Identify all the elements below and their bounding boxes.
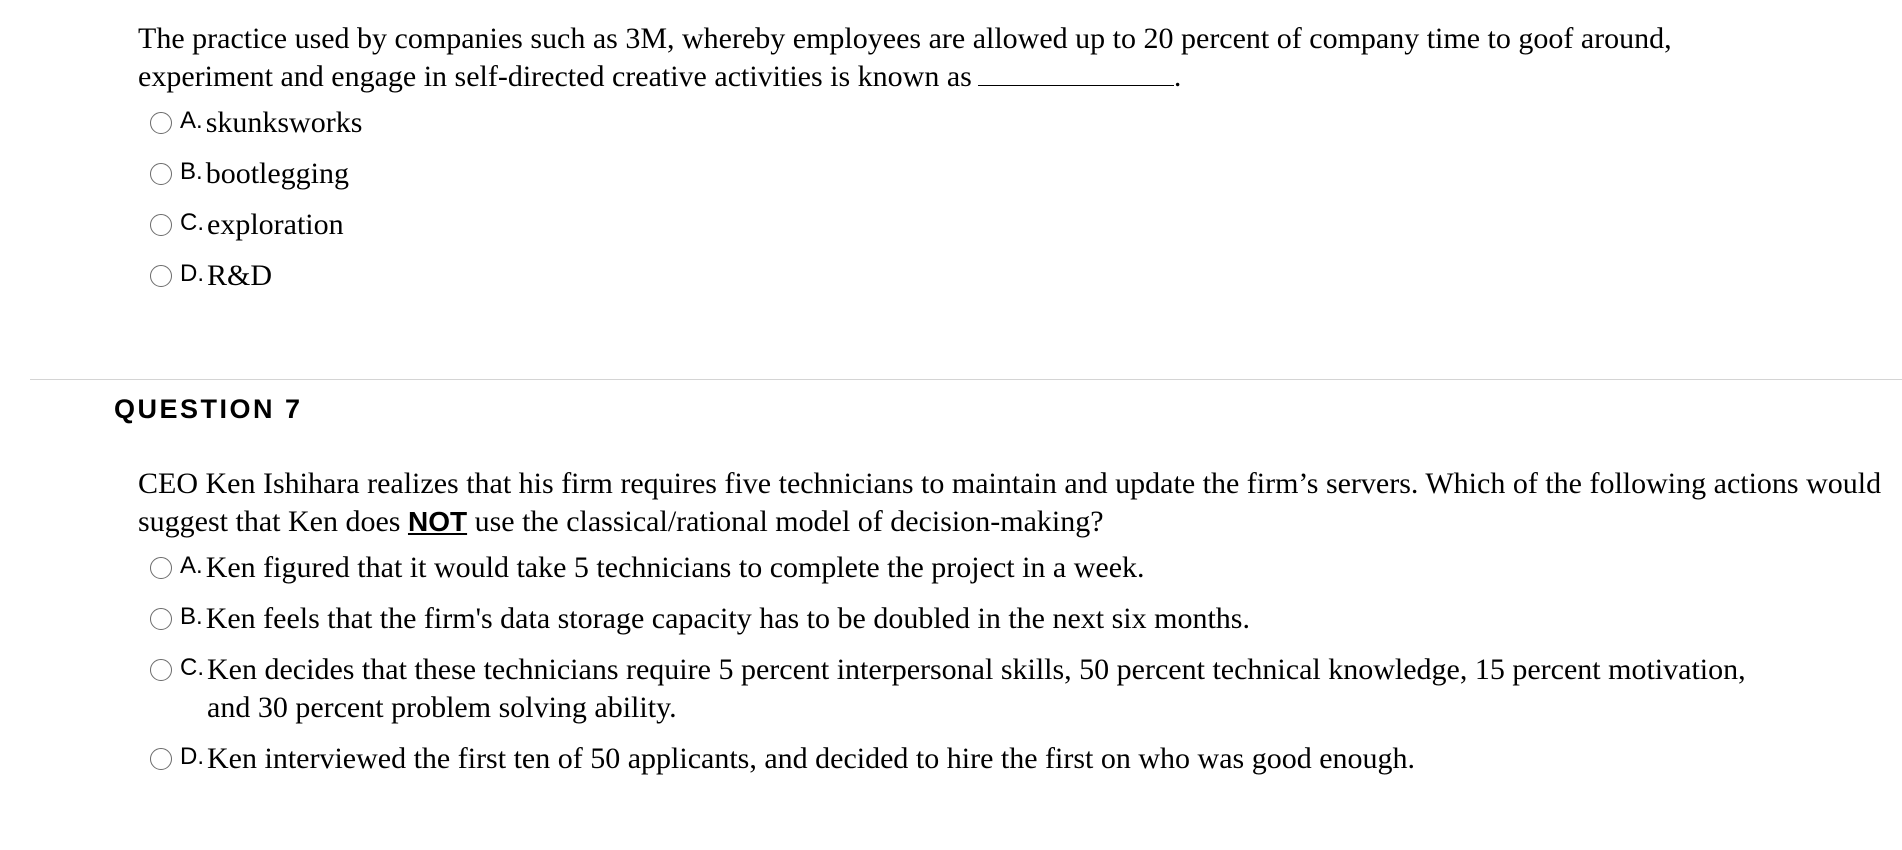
option-letter: D. [180, 260, 204, 287]
question-6-options [150, 105, 362, 309]
option-text: exploration [207, 208, 344, 241]
radio-button-icon[interactable] [150, 163, 172, 185]
option-text: skunksworks [205, 106, 363, 139]
question-7-option-b[interactable] [150, 601, 1767, 652]
question-6-text [138, 20, 1898, 96]
question-7-options [150, 550, 1767, 792]
radio-button-icon[interactable] [150, 112, 172, 134]
question-6-option-d[interactable] [150, 258, 362, 309]
option-text: Ken feels that the firm's data storage capacity has to be doubled in the next six months. [205, 602, 1250, 635]
option-letter: B. [180, 158, 203, 185]
option-letter: A. [180, 552, 203, 579]
answer-blank [978, 59, 1174, 86]
option-letter: B. [180, 603, 203, 630]
question-6-text-line1: The practice used by companies such as 3M, whereby employees are allowed up to 20 percent of company time to goof around, [138, 22, 1672, 55]
question-7-header: QUESTION 7 [114, 394, 303, 424]
question-6-option-c[interactable] [150, 207, 362, 258]
question-6-option-a[interactable] [150, 105, 362, 156]
question-6-text-end: . [1173, 60, 1182, 93]
radio-button-icon[interactable] [150, 659, 172, 681]
radio-button-icon[interactable] [150, 748, 172, 770]
emphasis-not: NOT [407, 506, 468, 537]
option-text: Ken interviewed the first ten of 50 applicants, and decided to hire the first on who was good enough. [207, 742, 1416, 775]
radio-button-icon[interactable] [150, 214, 172, 236]
option-text: Ken figured that it would take 5 technicians to complete the project in a week. [205, 551, 1145, 584]
option-letter: D. [180, 743, 204, 770]
option-text: R&D [207, 259, 273, 292]
radio-button-icon[interactable] [150, 608, 172, 630]
question-7-option-c[interactable] [150, 652, 1767, 741]
question-7-text-part2: use the classical/rational model of decision-making? [467, 505, 1104, 538]
question-6-text-line2: experiment and engage in self-directed creative activities is known as [138, 60, 972, 93]
question-7-option-a[interactable] [150, 550, 1767, 601]
option-text: Ken decides that these technicians require 5 percent interpersonal skills, 50 percent technical knowledge, 15 percent motivation, and 30 percent problem solving ability. [207, 653, 1746, 724]
question-7-option-d[interactable] [150, 741, 1767, 792]
question-6-option-b[interactable] [150, 156, 362, 207]
section-divider [30, 379, 1902, 380]
radio-button-icon[interactable] [150, 265, 172, 287]
option-letter: A. [180, 107, 203, 134]
option-letter: C. [180, 654, 204, 681]
question-7-text-part1: CEO Ken Ishihara realizes that his firm requires five technicians to maintain and update the firm’s servers. Which of the following actions would suggest that Ken does [138, 467, 1882, 538]
question-7-text [138, 465, 1898, 541]
radio-button-icon[interactable] [150, 557, 172, 579]
option-text: bootlegging [205, 157, 350, 190]
option-letter: C. [180, 209, 204, 236]
